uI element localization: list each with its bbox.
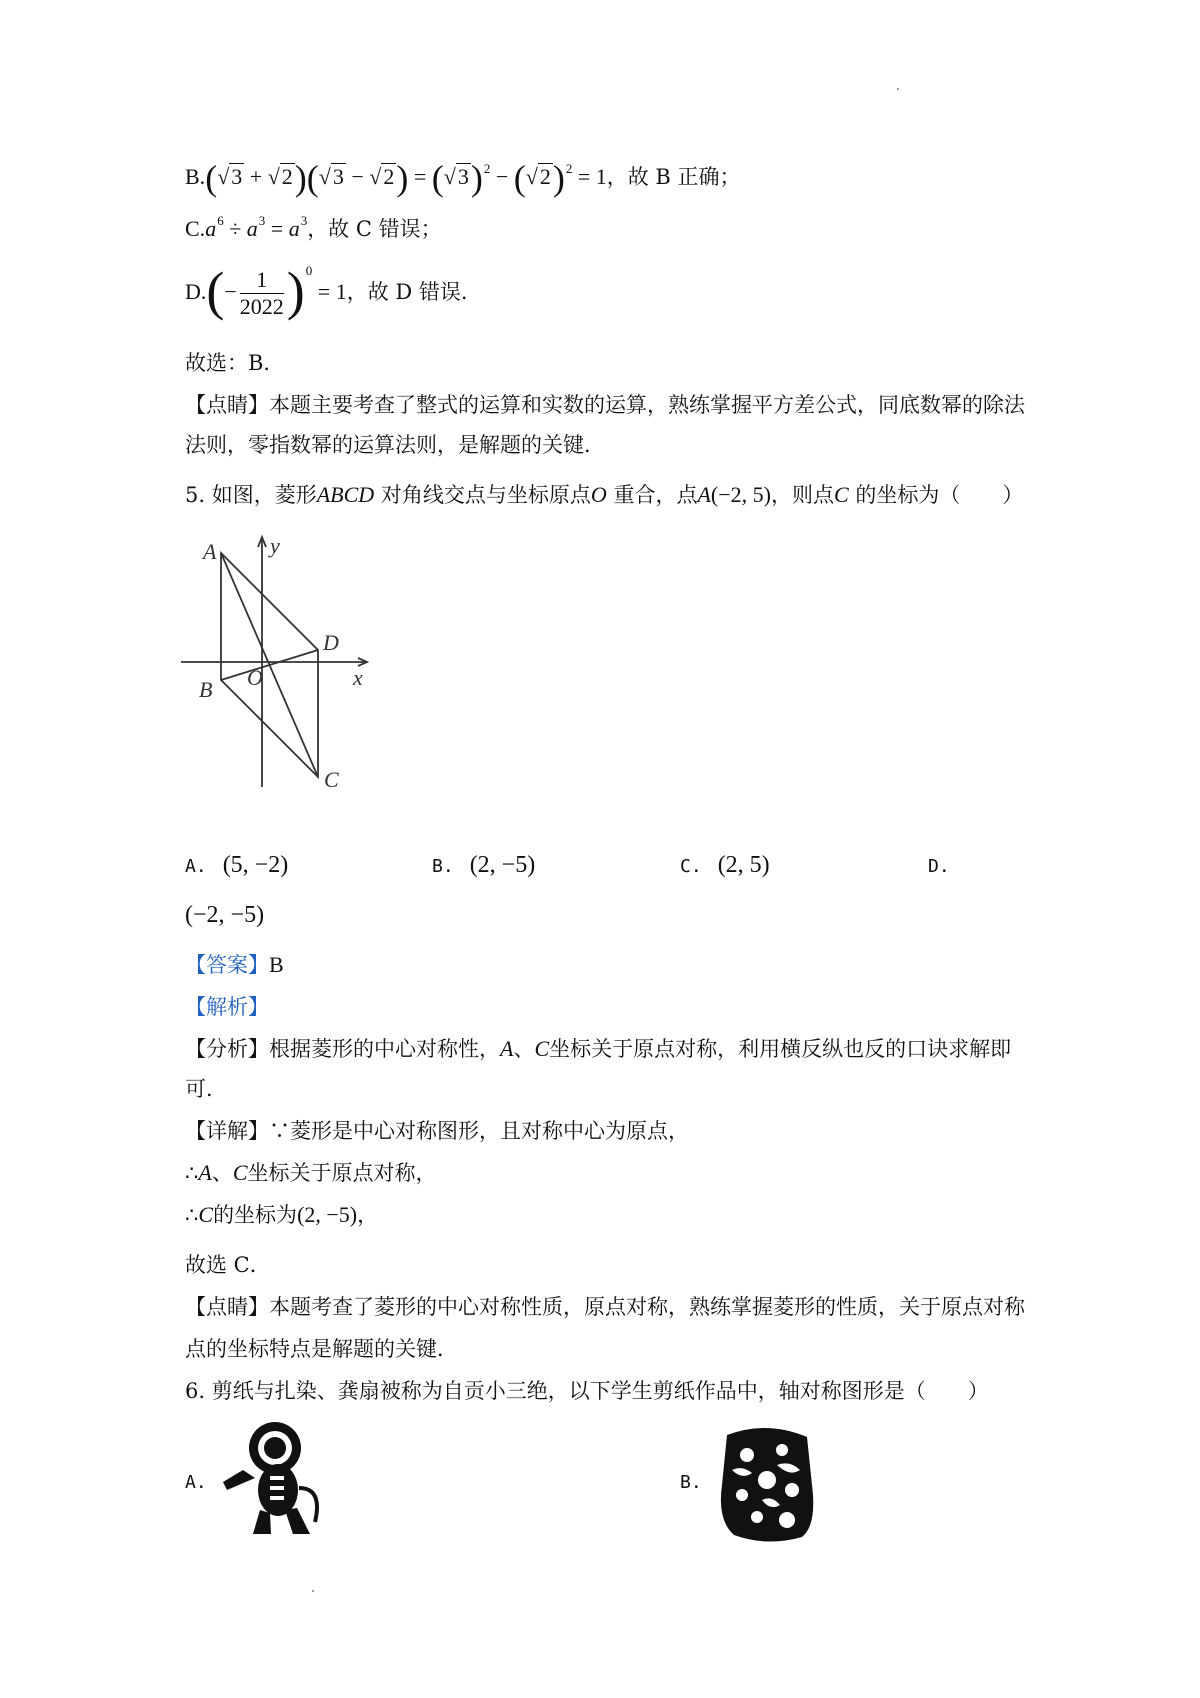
- q5-fenxi: 【分析】根据菱形的中心对称性，A、C坐标关于原点对称，利用横反纵也反的口诀求解即: [185, 1036, 1012, 1061]
- q5-option-c[interactable]: C. (2, 5): [680, 852, 770, 878]
- option-b-solution: $B.(√3 + √2)(√3 - √2) = (√3)^2 - (√2)^2 = 1$，故 B 正确；: [185, 158, 741, 198]
- q5-xiangjie-3: ∴C的坐标为(2, −5)，: [185, 1202, 379, 1227]
- q5-option-d-label[interactable]: D.: [928, 856, 950, 877]
- scan-dot: [897, 88, 899, 90]
- q5-comment-cont: 点的坐标特点是解题的关键．: [185, 1337, 458, 1361]
- q4-comment: 【点睛】本题主要考查了整式的运算和实数的运算，熟练掌握平方差公式，同底数幂的除法: [185, 393, 1025, 417]
- scan-dot: [312, 1590, 314, 1592]
- q6-option-a-label[interactable]: A.: [185, 1472, 207, 1493]
- q5-stem: 5. 如图，菱形ABCD 对角线交点与坐标原点O 重合，点A(−2, 5)，则点C 的坐标为（ ）: [185, 482, 1024, 507]
- label-b: B: [199, 677, 213, 702]
- q5-choice: 故选 C．: [185, 1253, 271, 1277]
- fraction: $\frac{1}{2022}$: [239, 267, 284, 320]
- sqrt-3: √3: [217, 164, 243, 189]
- q5-option-b[interactable]: B. (2, −5): [432, 852, 536, 878]
- q5-xiangjie: 【详解】∵菱形是中心对称图形，且对称中心为原点，: [185, 1119, 689, 1143]
- q5-comment: 【点睛】本题考查了菱形的中心对称性质，原点对称，熟练掌握菱形的性质，关于原点对称: [185, 1295, 1025, 1319]
- q6-option-b-label[interactable]: B.: [680, 1472, 702, 1493]
- label-d: D: [323, 630, 339, 655]
- q4-choice: 故选：B．: [185, 351, 285, 375]
- q6-stem: 6. 剪纸与扎染、龚扇被称为自贡小三绝，以下学生剪纸作品中，轴对称图形是（ ）: [185, 1379, 989, 1403]
- label-o: O: [247, 665, 263, 690]
- analysis-tag: 【解析】: [185, 995, 269, 1019]
- label-a: A: [203, 539, 217, 564]
- q5-option-a[interactable]: A. (5, −2): [185, 852, 289, 878]
- rhombus-figure: [175, 525, 375, 795]
- q5-fenxi-cont: 可．: [185, 1077, 227, 1101]
- label-c: C: [324, 767, 339, 792]
- label-x: x: [353, 665, 363, 690]
- monkey-papercut-icon[interactable]: [215, 1418, 330, 1538]
- option-c-solution: $C.a^6 \div a^3 = a^3$，故 C 错误；: [185, 213, 442, 241]
- pattern-papercut-icon[interactable]: [712, 1425, 822, 1545]
- label-y: y: [270, 533, 280, 558]
- q4-comment-cont: 法则，零指数幂的运算法则，是解题的关键．: [185, 433, 605, 457]
- sqrt-2: √2: [267, 164, 293, 189]
- q5-xiangjie-2: ∴A、C坐标关于原点对称，: [185, 1160, 437, 1185]
- option-label: B.: [185, 164, 206, 189]
- diagonal-bd: [221, 650, 318, 680]
- option-d-solution: D.(− $\frac{1}{2022}$ )$^0$ = 1，故 D 错误.: [185, 261, 468, 321]
- answer-line: 【答案】B: [185, 952, 284, 977]
- q5-option-d-value[interactable]: (−2, −5): [185, 902, 265, 928]
